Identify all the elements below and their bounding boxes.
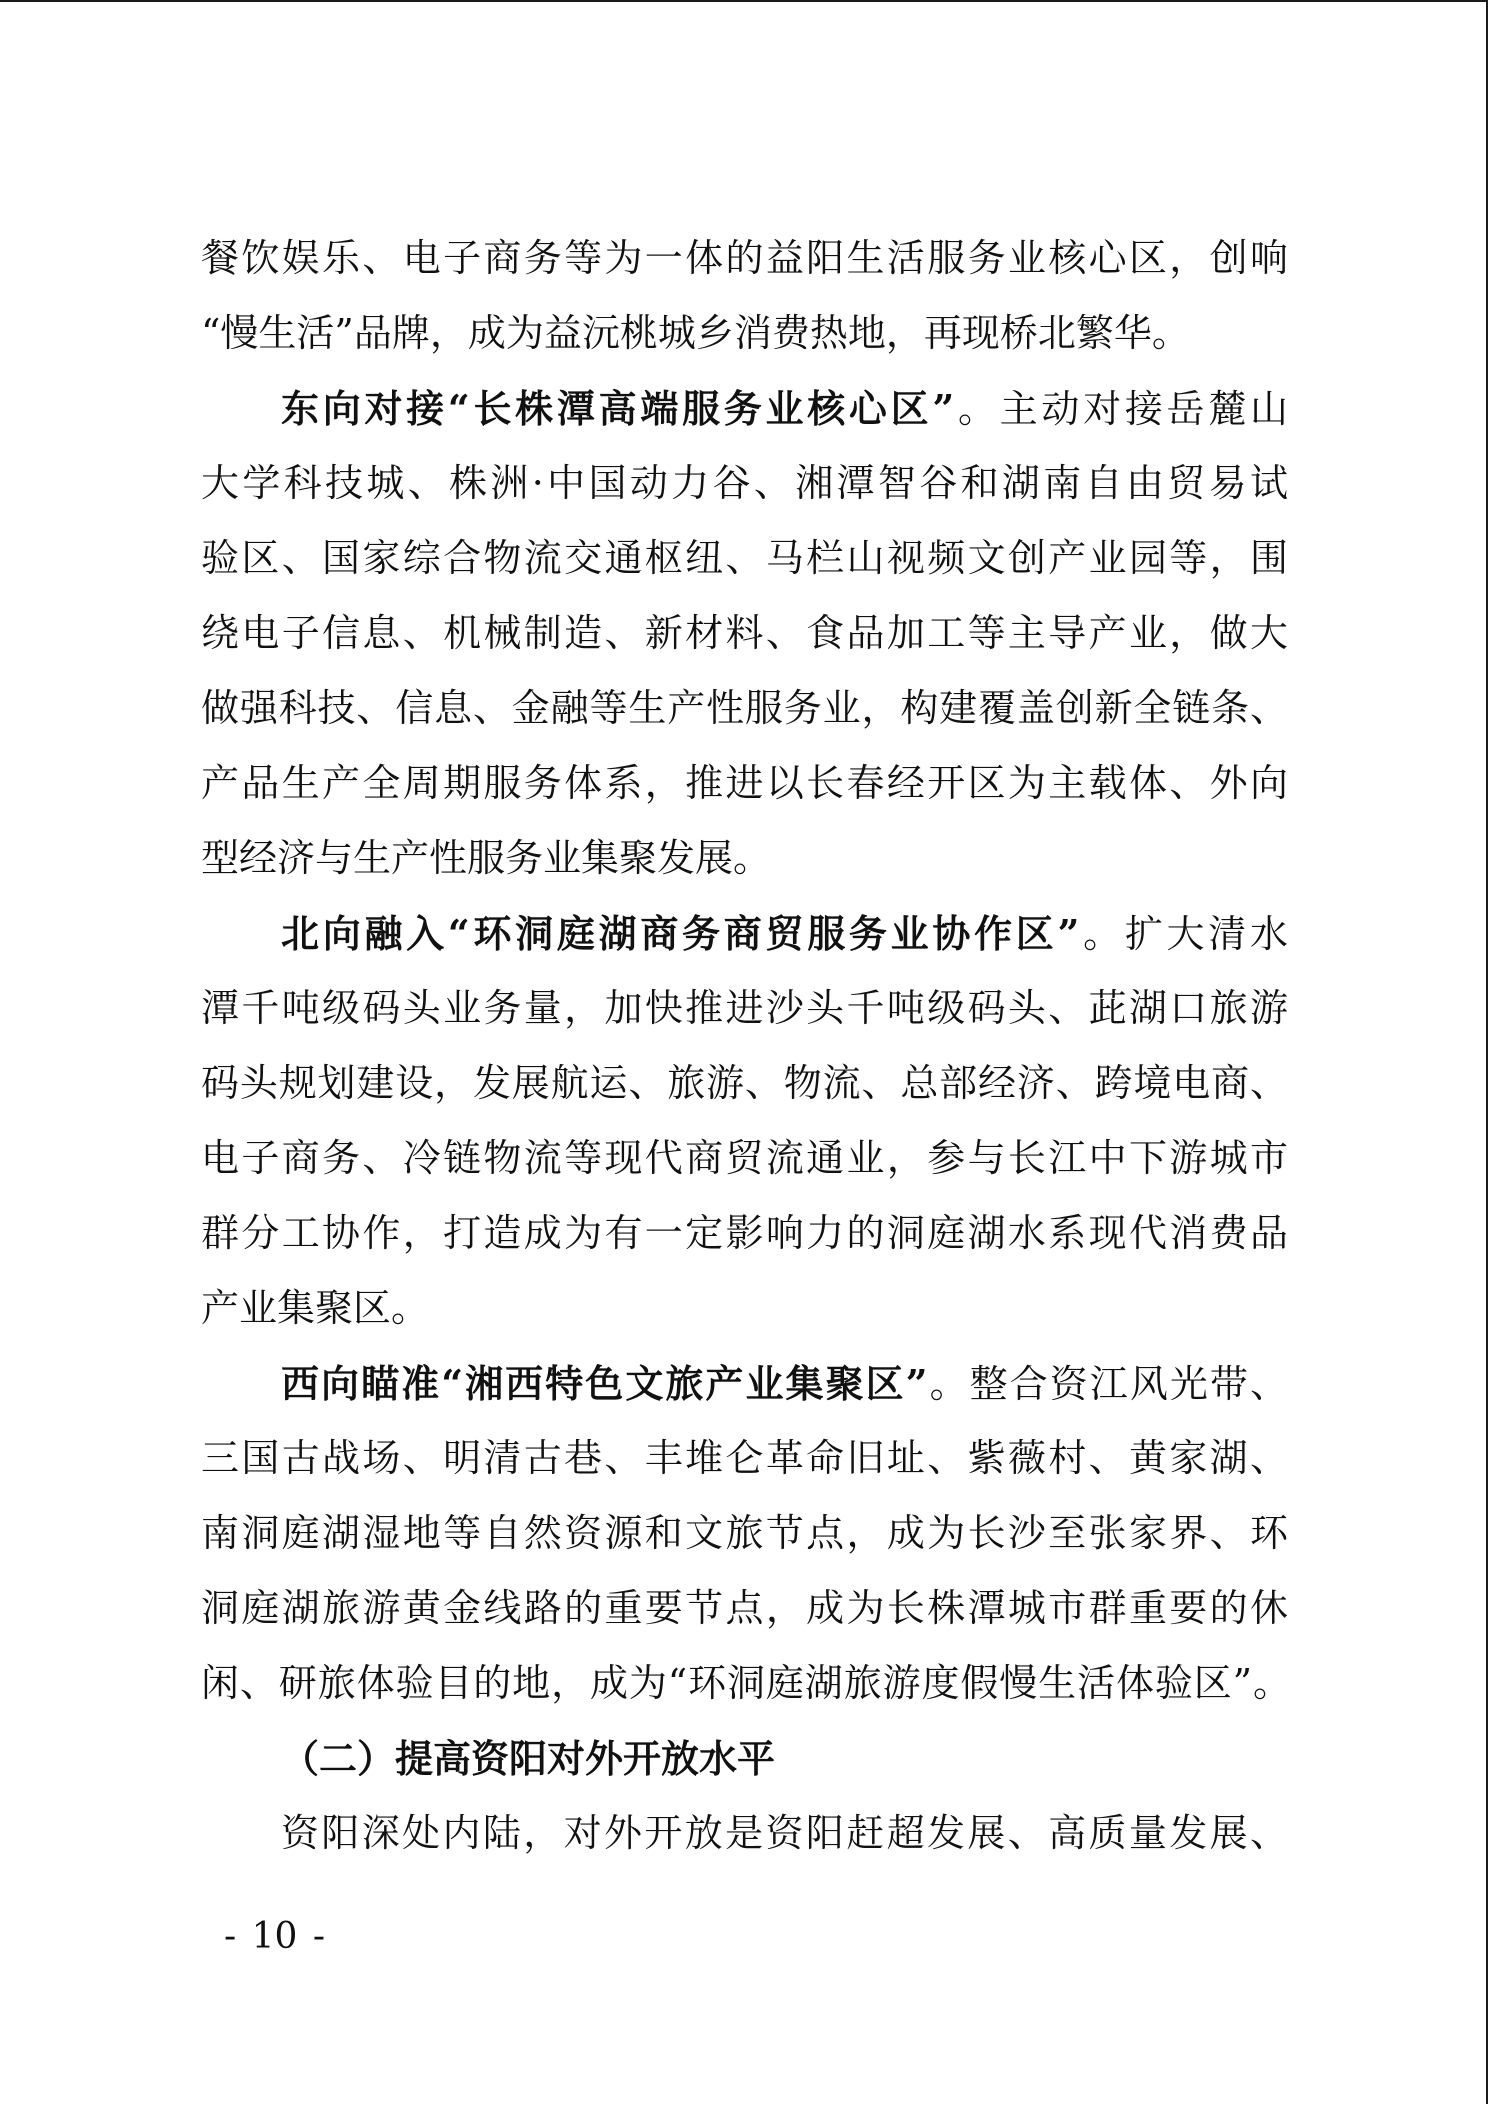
- text-line: 电子商务、冷链物流等现代商贸流通业，参与长江中下游城市: [201, 1136, 1288, 1180]
- section-heading: （二）提高资阳对外开放水平: [281, 1736, 776, 1781]
- text-line: 验区、国家综合物流交通枢纽、马栏山视频文创产业园等，围: [201, 536, 1288, 580]
- text-line: “慢生活”品牌，成为益沅桃城乡消费热地，再现桥北繁华。: [201, 311, 1190, 355]
- text-line: 型经济与生产性服务业集聚发展。: [201, 836, 772, 880]
- paragraph-lead: 西向瞄准“湘西特色文旅产业集聚区”: [281, 1361, 928, 1406]
- text-line: 闲、研旅体验目的地，成为“环洞庭湖旅游度假慢生活体验区”。: [201, 1661, 1288, 1705]
- text-line: 洞庭湖旅游黄金线路的重要节点，成为长株潭城市群重要的休: [201, 1586, 1288, 1630]
- text-run: 。主动对接岳麓山: [954, 387, 1288, 431]
- paragraph-first-line: [201, 1346, 1288, 1421]
- text-line: 码头规划建设，发展航运、旅游、物流、总部经济、跨境电商、: [201, 1061, 1288, 1105]
- text-line: 潭千吨级码头业务量，加快推进沙头千吨级码头、茈湖口旅游: [201, 986, 1288, 1030]
- text-line: 产品生产全周期服务体系，推进以长春经开区为主载体、外向: [201, 761, 1288, 805]
- paragraph-first-line: [201, 896, 1288, 971]
- text-line: 三国古战场、明清古巷、丰堆仑革命旧址、紫薇村、黄家湖、: [201, 1436, 1288, 1480]
- text-run: 。整合资江风光带、: [927, 1362, 1288, 1406]
- text-line: 大学科技城、株洲·中国动力谷、湘潭智谷和湖南自由贸易试: [201, 461, 1288, 505]
- text-line: 产业集聚区。: [201, 1286, 430, 1330]
- text-line: 南洞庭湖湿地等自然资源和文旅节点，成为长沙至张家界、环: [201, 1511, 1288, 1555]
- text-line: 做强科技、信息、金融等生产性服务业，构建覆盖创新全链条、: [201, 686, 1288, 730]
- paragraph-lead: 东向对接“长株潭高端服务业核心区”: [281, 386, 955, 431]
- paragraph-first-line: [201, 371, 1288, 446]
- text-line: 餐饮娱乐、电子商务等为一体的益阳生活服务业核心区，创响: [201, 236, 1288, 280]
- body-text: [201, 221, 1288, 1871]
- text-line: 绕电子信息、机械制造、新材料、食品加工等主导产业，做大: [201, 611, 1288, 655]
- page-number: - 10 -: [224, 1916, 326, 1957]
- paragraph-first-line: 资阳深处内陆，对外开放是资阳赶超发展、高质量发展、: [281, 1811, 1288, 1855]
- text-run: 。扩大清水: [1079, 912, 1288, 956]
- paragraph-lead: 北向融入“环洞庭湖商务商贸服务业协作区”: [281, 911, 1080, 956]
- text-line: 群分工协作，打造成为有一定影响力的洞庭湖水系现代消费品: [201, 1211, 1288, 1255]
